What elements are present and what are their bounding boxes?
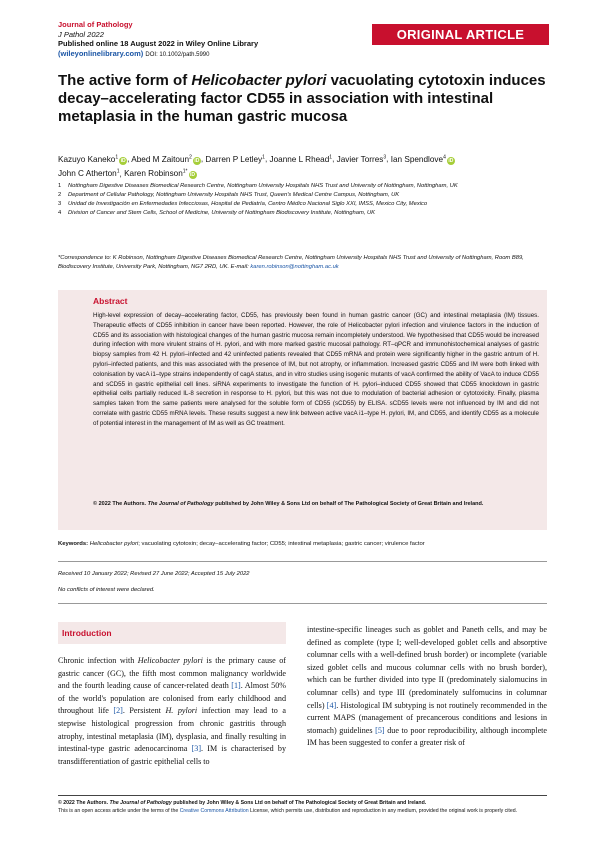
divider (58, 603, 547, 604)
footer-part: © 2022 The Authors. (58, 800, 110, 806)
affiliation-text: Unidad de Investigación en Enfermedades Infecciosas, Hospital de Pediatría, Centro Médico Nacional Siglo XXI, IMSS, Mexico City, Mexico (68, 201, 428, 207)
author-affiliation-mark: 1* (182, 168, 188, 175)
footer-part: This is an open access article under the terms of the (58, 808, 180, 815)
body-text: is the primary cause of gastric cancer (GC), the fifth most common malignancy worldwide and the fourth leading cause of cancer-related death (58, 656, 286, 691)
author-name[interactable]: Ian Spendlove$^4$iD (390, 154, 454, 164)
body-column-right (307, 624, 547, 750)
author-name[interactable]: Joanne L Rhead$^1$ (269, 154, 333, 164)
abstract-heading: Abstract (93, 296, 128, 306)
orcid-icon[interactable]: iD (194, 157, 200, 164)
author-name[interactable]: Javier Torres$^3$ (336, 154, 387, 164)
intro-heading: Introduction (62, 628, 112, 638)
journal-doi: DOI: 10.1002/path.5990 (145, 51, 210, 58)
divider (58, 561, 547, 562)
affiliation-number: 4 (58, 210, 62, 216)
correspondence-email[interactable]: karen.robinson@nottingham.ac.uk (250, 264, 339, 270)
author-name[interactable]: Abed M Zaitoun$^2$iD (131, 154, 200, 164)
article-dates: Received 10 January 2022; Revised 27 June 2022; Accepted 15 July 2022 (58, 571, 250, 577)
title-part: vacuolating cytotoxin induces decay–accelerating factor CD55 in association with intestinal metaplasia in the human gastric mucosa (58, 72, 546, 125)
author-name[interactable]: Karen Robinson$^{1*}$iD (124, 168, 196, 179)
citation-link[interactable]: [1] (231, 681, 241, 691)
journal-published: Published online 18 August 2022 in Wiley Online Library (58, 39, 259, 48)
footer-part: published by John Wiley & Sons Ltd on behalf of The Pathological Society of Great Britain and Ireland. (171, 800, 427, 806)
body-text: . Almost 50% of the world's population are colonised from early childhood and throughout life (58, 681, 286, 716)
abstract-copyright (93, 500, 539, 509)
author-affiliation-mark: 3 (383, 154, 387, 160)
footer-journal: The Journal of Pathology (109, 800, 172, 806)
orcid-icon[interactable]: iD (120, 157, 126, 164)
affiliation-text: Department of Cellular Pathology, Nottingham University Hospitals NHS Trust, Queen's Medical Centre Campus, Nottingham, UK (68, 192, 400, 198)
affiliation-item (58, 191, 558, 200)
affiliation-number: 2 (58, 192, 62, 198)
correspondence (58, 254, 558, 272)
title-part: The active form of (58, 72, 192, 89)
orcid-icon[interactable]: iD (448, 157, 454, 164)
body-text: . Persistent (122, 706, 166, 716)
citation-link[interactable]: [5] (375, 725, 385, 735)
citation-link[interactable]: [2] (113, 706, 123, 716)
footer-divider (58, 795, 547, 796)
author-name[interactable]: Kazuyo Kaneko$^1$iD (58, 154, 126, 164)
affiliation-text: Nottingham Digestive Diseases Biomedical Research Centre, Nottingham University Hospitals NHS Trust and University of Nottingham, Nottingham, UK (68, 183, 458, 189)
body-text: Helicobacter pylori (137, 656, 203, 665)
affiliations (58, 182, 558, 218)
affiliation-text: Division of Cancer and Stem Cells, School of Medicine, University of Nottingham Biodiscovery Institute, Nottingham, UK (68, 210, 376, 216)
abstract-text: High-level expression of decay–accelerating factor, CD55, has previously been found in human gastric cancer (GC) and intestinal metaplasia (IM) tissues. Therapeutic effects of CD55 inhibition in cancer have been reported. However, the role of Helicobacter pylori infection and virulence factors in the induction of CD55 and its association with histological changes of the human gastric mucosa remain incompletely understood. We hypothesised that CD55 would be increased during infection with more virulent strains of H. pylori, and with more marked gastric mucosal pathology. RT–qPCR and immunohistochemical analyses of gastric biopsy samples from 42 H. pylori–infected and 42 uninfected patients revealed that CD55 mRNA and protein were significantly higher in the gastric antrum of H. pylori–infected patients, and this was associated with the presence of IM, but not atrophy, or inflammation. Increased gastric CD55 and IM were both linked with colonisation by vacA i1–type strains independently of cagA status, and in vitro studies using isogenic mutants of vacA confirmed the ability of VacA to induce CD55 and sCD55 in gastric epithelial cell lines. siRNA experiments to investigate the function of H. pylori–induced CD55 showed that CD55 knockdown in gastric epithelial cells partially reduced IL-8 secretion in response to H. pylori, but this was not due to modulation of bacterial adhesion or cytotoxicity. Finally, plasma samples taken from the same patients were analysed for the soluble form of CD55 (sCD55) by ELISA. sCD55 levels were not influenced by IM and did not correlate with gastric CD55 mRNA levels. These results suggest a new link between active vacA i1–type H. pylori, IM, and CD55, and identify CD55 as a molecule of potential interest in the management of IM as well as GC treatment. (93, 312, 539, 427)
copyright-pre: © 2022 The Authors. (93, 501, 148, 507)
author-affiliation-mark: 1 (115, 154, 119, 160)
journal-header (58, 20, 258, 60)
affiliation-number: 1 (58, 183, 62, 189)
license-footer (58, 799, 547, 815)
body-text: . Histological IM subtyping is not routinely recommended in the current MAPS (management of precancerous conditions and lesions in stomach) guidelines (307, 700, 547, 735)
affiliation-item (58, 182, 558, 191)
author-affiliation-mark: 1 (262, 154, 265, 160)
author-name[interactable]: John C Atherton$^1$ (58, 168, 120, 179)
keywords-species: Helicobacter pylori (89, 541, 139, 547)
author-list (58, 151, 558, 180)
copyright-post: published by John Wiley & Sons Ltd on behalf of The Pathological Society of Great Britain and Ireland. (213, 501, 484, 507)
body-text: intestine-specific lineages such as goblet and Paneth cells, and may be defined as complete (type I; well-developed goblet cells and absorptive columnar cells with a well-defined brush border) or incomplete (variable sized goblet cells and mucous columnar cells with no brush border), which can be further divided into type II (predominately sialomucins in columnar cells) and type III (predominately sulfomucins in columnar cells) (307, 625, 547, 710)
title-species: Helicobacter pylori (191, 72, 327, 89)
body-text: Chronic infection with (58, 656, 138, 665)
body-text: H. pylori (165, 706, 198, 716)
author-name[interactable]: Darren P Letley$^1$ (205, 154, 265, 164)
citation-link[interactable]: [3] (191, 744, 202, 754)
article-title (58, 72, 558, 126)
footer-line-1 (58, 799, 547, 807)
journal-citation: J Pathol 2022 (58, 29, 104, 39)
author-line: Kazuyo Kaneko$^1$iD , Abed M Zaitoun$^2$iD , Darren P Letley$^1$, Joanne L Rhead$^1$, Javier Torres$^3$, Ian Spendlove$^4$iD (58, 154, 454, 164)
copyright-journal: The Journal of Pathology (147, 501, 214, 507)
citation-link[interactable]: [4] (326, 700, 337, 710)
orcid-icon[interactable]: iD (190, 172, 196, 179)
body-text: infection may lead to a stepwise histological progression from chronic gastritis through atrophy, intestinal metaplasia (IM), dysplasia, and finally resulting in intestinal-type gastric adenocarcinoma (58, 706, 286, 754)
body-text: due to poor reproducibility, although incomplete IM has been suggested to confer a greater risk of (307, 725, 547, 748)
journal-link[interactable]: (wileyonlinelibrary.com) (58, 48, 144, 58)
author-affiliation-mark: 1 (329, 154, 333, 160)
affiliation-number: 3 (58, 201, 62, 207)
keywords-list: ; vacuolating cytotoxin; decay–accelerating factor; CD55; intestinal metaplasia; gastric cancer; virulence factor (138, 541, 425, 547)
conflict-statement: No conflicts of interest were declared. (58, 587, 155, 593)
article-type-badge: ORIGINAL ARTICLE (372, 24, 549, 45)
affiliation-item (58, 200, 558, 209)
journal-doi-line (58, 49, 258, 61)
license-link[interactable]: Creative Commons Attribution (179, 808, 249, 815)
author-affiliation-mark: 1 (116, 168, 120, 175)
correspondence-text: *Correspondence to: K Robinson, Nottingham Digestive Diseases Biomedical Research Centre, Nottingham University Hospitals NHS Trust and University of Nottingham, Room B89, Biodiscovery Institute, University Park, Nottingham, NG7 2RD, UK. E-mail: (58, 255, 524, 270)
keywords-label: Keywords: (58, 541, 90, 547)
author-affiliation-mark: 4 (443, 154, 446, 160)
affiliation-item (58, 209, 558, 218)
journal-name: Journal of Pathology (58, 20, 133, 29)
body-text: . IM is characterised by transdifferentiation of gastric epithelial cells to (58, 744, 286, 766)
footer-part: License, which permits use, distribution and reproduction in any medium, provided the original work is properly cited. (248, 808, 518, 815)
author-line: John C Atherton$^1$, Karen Robinson$^{1*}$iD (58, 168, 196, 179)
author-affiliation-mark: 2 (189, 154, 192, 160)
body-column-left (58, 655, 286, 768)
footer-line-2 (58, 807, 547, 815)
keywords (58, 540, 547, 549)
